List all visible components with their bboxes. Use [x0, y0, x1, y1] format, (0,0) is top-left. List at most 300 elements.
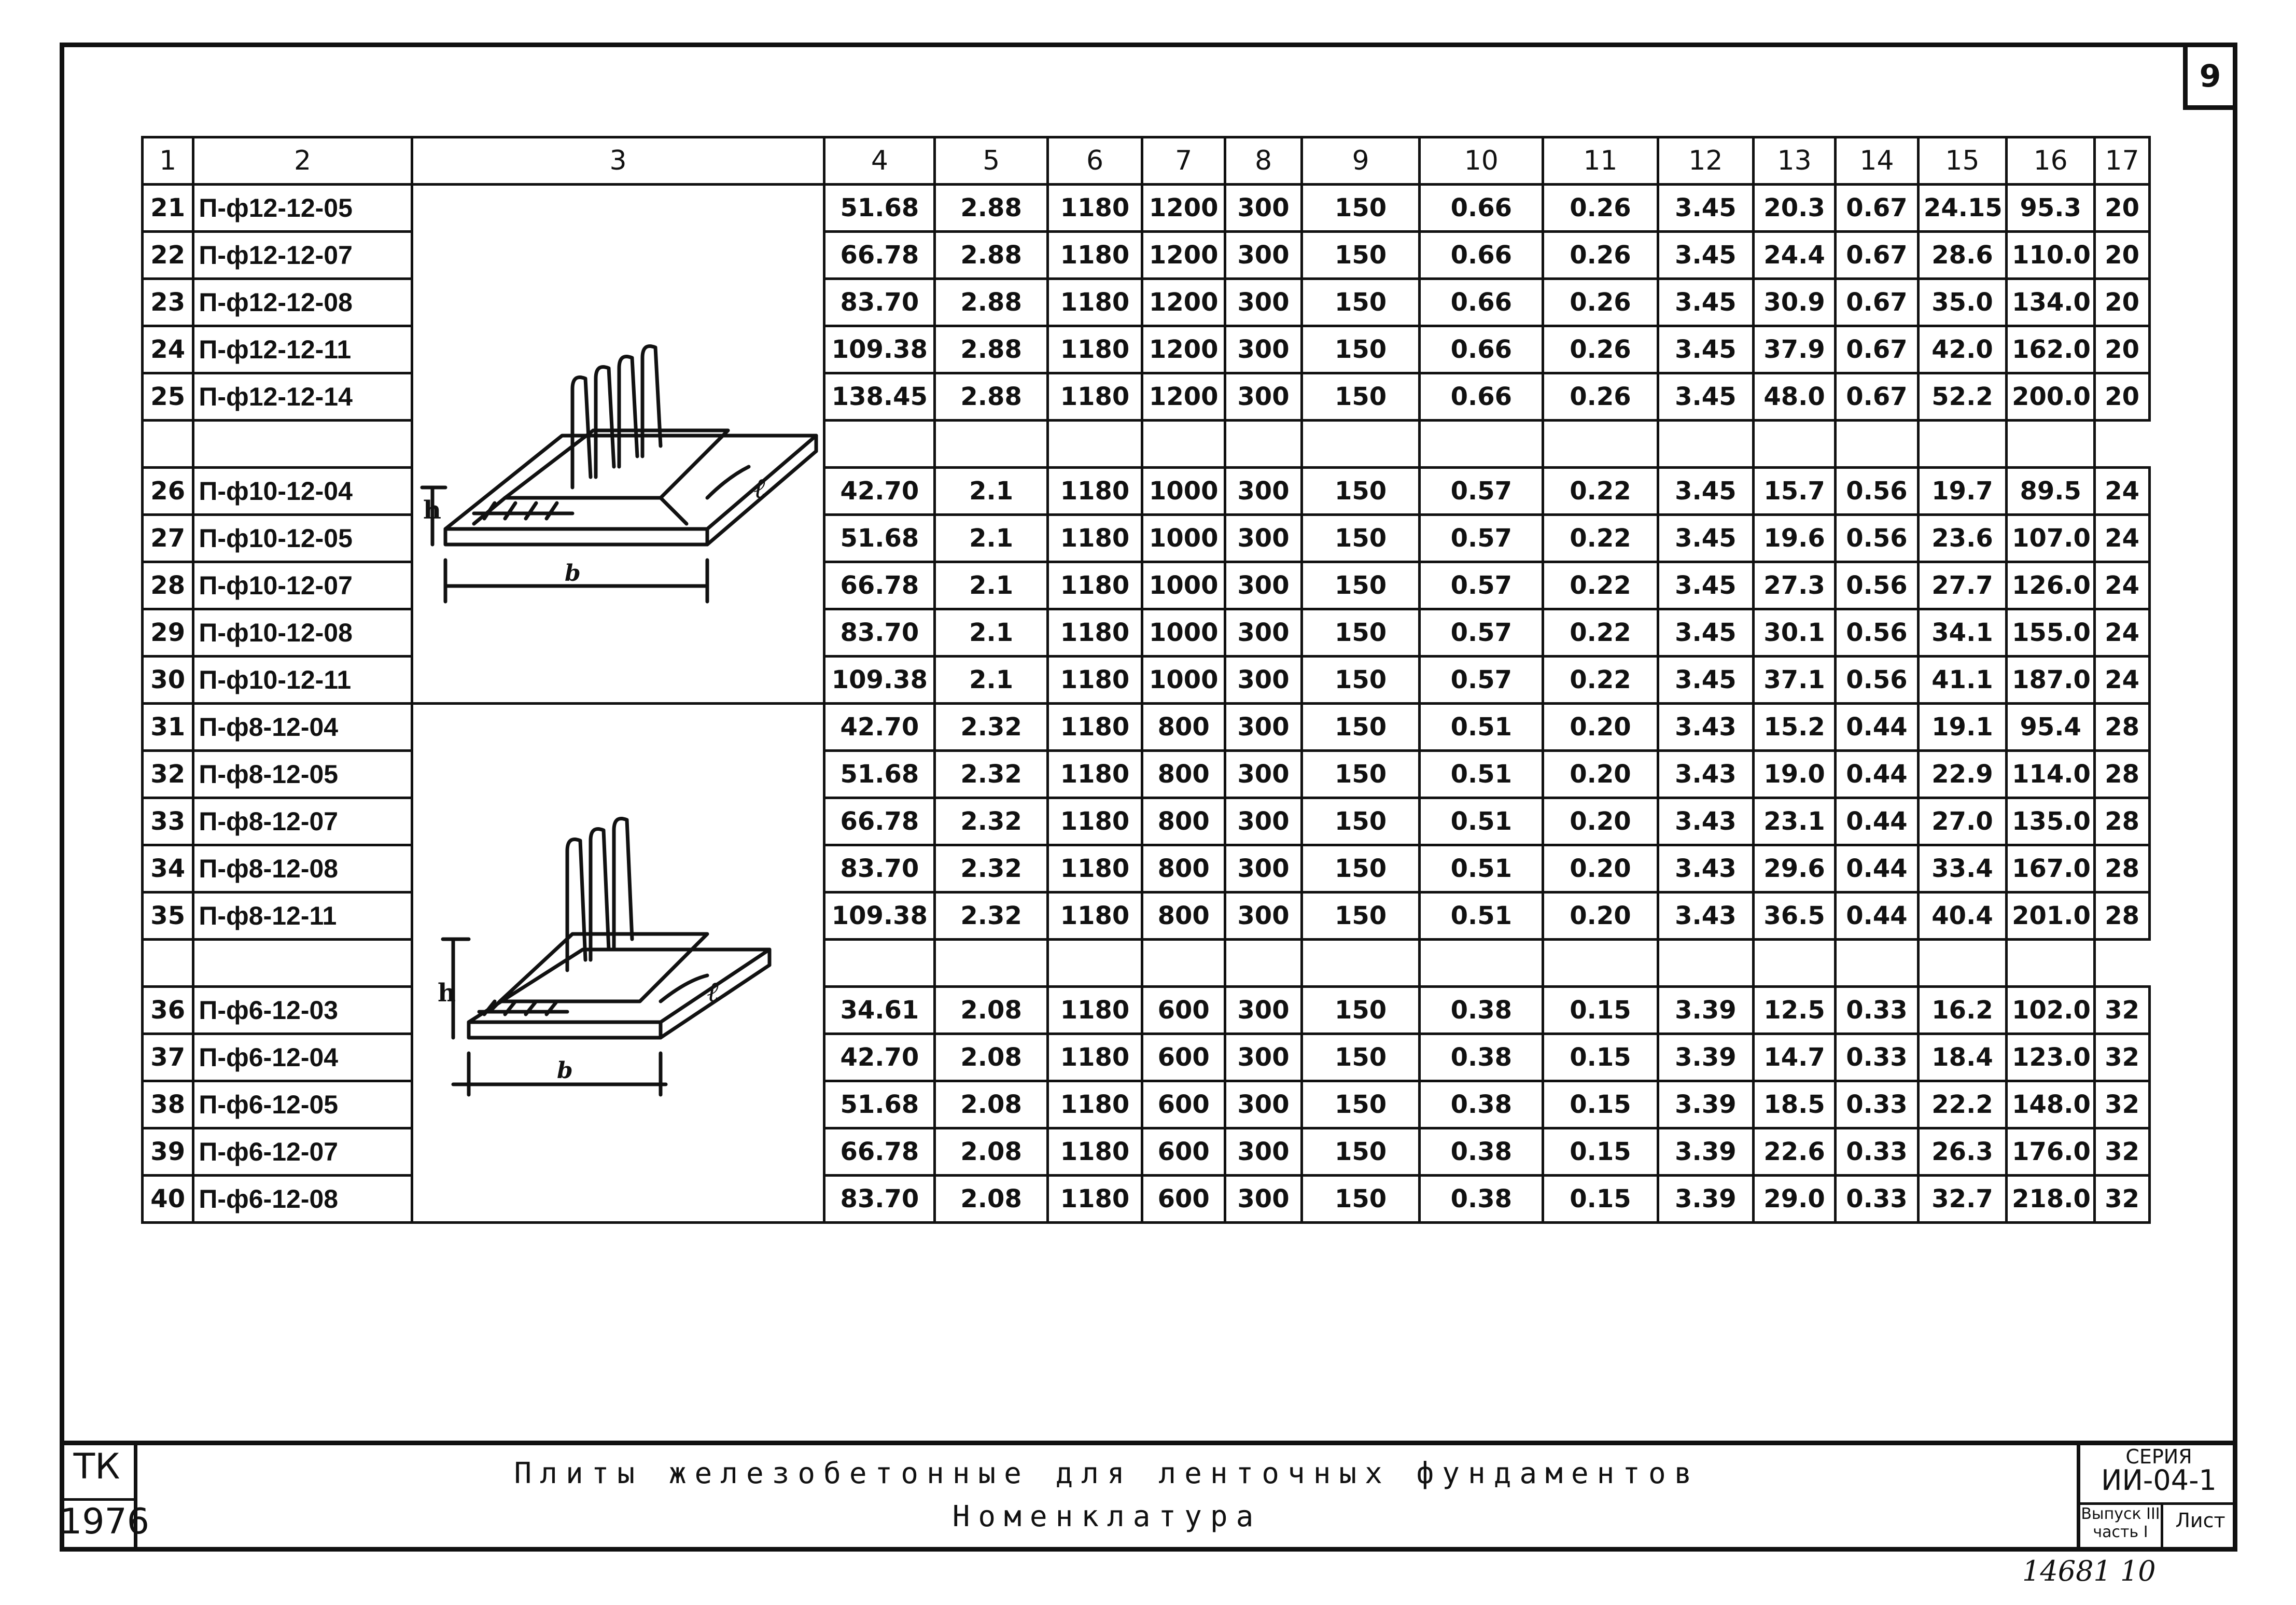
value-cell: 3.45 [1658, 657, 1754, 704]
slab-mark: П-ф12-12-08 [193, 279, 412, 326]
value-cell: 1180 [1047, 232, 1142, 279]
value-cell: 0.38 [1420, 987, 1543, 1034]
value-cell: 0.67 [1836, 326, 1919, 373]
value-cell: 0.38 [1420, 1081, 1543, 1128]
empty-cell [935, 940, 1047, 987]
value-cell: 0.67 [1836, 232, 1919, 279]
slab-mark: П-ф12-12-05 [193, 185, 412, 232]
empty-cell [1420, 421, 1543, 468]
value-cell: 114.0 [2007, 751, 2095, 798]
value-cell: 1000 [1142, 609, 1225, 657]
value-cell: 150 [1301, 892, 1420, 940]
value-cell: 51.68 [824, 185, 935, 232]
column-header: 3 [412, 137, 824, 185]
series-box [2077, 1445, 2237, 1552]
value-cell: 51.68 [824, 515, 935, 562]
value-cell: 20 [2095, 279, 2150, 326]
value-cell: 20 [2095, 185, 2150, 232]
column-header: 4 [824, 137, 935, 185]
empty-cell [1047, 421, 1142, 468]
value-cell: 14.7 [1754, 1034, 1836, 1081]
value-cell: 41.1 [1918, 657, 2006, 704]
value-cell: 0.15 [1543, 1034, 1658, 1081]
value-cell: 0.44 [1836, 751, 1919, 798]
value-cell: 109.38 [824, 326, 935, 373]
value-cell: 0.20 [1543, 751, 1658, 798]
value-cell: 3.43 [1658, 704, 1754, 751]
value-cell: 2.32 [935, 798, 1047, 845]
empty-cell [1836, 421, 1919, 468]
title-block [60, 1441, 2237, 1552]
value-cell: 2.08 [935, 1081, 1047, 1128]
value-cell: 1180 [1047, 609, 1142, 657]
value-cell: 201.0 [2007, 892, 2095, 940]
document-subtitle: Номенклатура [952, 1500, 1262, 1533]
column-header: 15 [1918, 137, 2006, 185]
value-cell: 34.61 [824, 987, 935, 1034]
value-cell: 1180 [1047, 798, 1142, 845]
slab-sketch-lower [417, 732, 819, 1188]
value-cell: 2.1 [935, 562, 1047, 609]
value-cell: 3.43 [1658, 751, 1754, 798]
value-cell: 1000 [1142, 515, 1225, 562]
value-cell: 300 [1225, 657, 1302, 704]
value-cell: 150 [1301, 1128, 1420, 1176]
value-cell: 1180 [1047, 1081, 1142, 1128]
value-cell: 3.45 [1658, 562, 1754, 609]
value-cell: 22.6 [1754, 1128, 1836, 1176]
value-cell: 15.2 [1754, 704, 1836, 751]
value-cell: 66.78 [824, 798, 935, 845]
empty-cell [193, 940, 412, 987]
slab-mark: П-ф8-12-08 [193, 845, 412, 892]
series-label: СЕРИЯ [2125, 1445, 2192, 1468]
value-cell: 0.56 [1836, 562, 1919, 609]
value-cell: 150 [1301, 987, 1420, 1034]
issue-label: Выпуск III часть I [2080, 1502, 2163, 1552]
value-cell: 300 [1225, 798, 1302, 845]
row-number: 39 [143, 1128, 193, 1176]
value-cell: 32.7 [1918, 1176, 2006, 1223]
value-cell: 1000 [1142, 562, 1225, 609]
value-cell: 32 [2095, 987, 2150, 1034]
sheet-label: Лист [2163, 1502, 2237, 1552]
value-cell: 24 [2095, 562, 2150, 609]
value-cell: 600 [1142, 1176, 1225, 1223]
value-cell: 24 [2095, 515, 2150, 562]
value-cell: 1200 [1142, 279, 1225, 326]
value-cell: 800 [1142, 751, 1225, 798]
value-cell: 0.56 [1836, 609, 1919, 657]
value-cell: 0.56 [1836, 657, 1919, 704]
value-cell: 0.38 [1420, 1034, 1543, 1081]
value-cell: 800 [1142, 704, 1225, 751]
value-cell: 138.45 [824, 373, 935, 421]
empty-cell [1543, 421, 1658, 468]
value-cell: 83.70 [824, 609, 935, 657]
value-cell: 1000 [1142, 468, 1225, 515]
value-cell: 2.88 [935, 279, 1047, 326]
value-cell: 0.51 [1420, 704, 1543, 751]
value-cell: 150 [1301, 373, 1420, 421]
value-cell: 150 [1301, 798, 1420, 845]
nomenclature-table [141, 136, 2151, 1224]
value-cell: 187.0 [2007, 657, 2095, 704]
value-cell: 0.38 [1420, 1176, 1543, 1223]
value-cell: 0.66 [1420, 326, 1543, 373]
empty-cell [1918, 421, 2006, 468]
header-row [143, 137, 2150, 185]
value-cell: 109.38 [824, 892, 935, 940]
slab-mark: П-ф12-12-11 [193, 326, 412, 373]
value-cell: 83.70 [824, 1176, 935, 1223]
value-cell: 66.78 [824, 1128, 935, 1176]
org-box [60, 1445, 150, 1552]
value-cell: 3.39 [1658, 987, 1754, 1034]
row-number: 31 [143, 704, 193, 751]
value-cell: 42.70 [824, 704, 935, 751]
value-cell: 2.08 [935, 1128, 1047, 1176]
value-cell: 23.6 [1918, 515, 2006, 562]
value-cell: 42.0 [1918, 326, 2006, 373]
value-cell: 1180 [1047, 892, 1142, 940]
value-cell: 95.3 [2007, 185, 2095, 232]
slab-mark: П-ф8-12-11 [193, 892, 412, 940]
value-cell: 1180 [1047, 1176, 1142, 1223]
value-cell: 0.26 [1543, 185, 1658, 232]
value-cell: 51.68 [824, 751, 935, 798]
value-cell: 35.0 [1918, 279, 2006, 326]
value-cell: 20 [2095, 232, 2150, 279]
value-cell: 800 [1142, 798, 1225, 845]
slab-mark: П-ф10-12-07 [193, 562, 412, 609]
value-cell: 135.0 [2007, 798, 2095, 845]
value-cell: 27.0 [1918, 798, 2006, 845]
value-cell: 18.5 [1754, 1081, 1836, 1128]
value-cell: 0.38 [1420, 1128, 1543, 1176]
empty-cell [143, 421, 193, 468]
value-cell: 18.4 [1918, 1034, 2006, 1081]
row-number: 38 [143, 1081, 193, 1128]
slab-mark: П-ф8-12-04 [193, 704, 412, 751]
value-cell: 66.78 [824, 232, 935, 279]
value-cell: 28 [2095, 845, 2150, 892]
label-b-lower: b [556, 1057, 573, 1084]
value-cell: 2.32 [935, 845, 1047, 892]
value-cell: 34.1 [1918, 609, 2006, 657]
slab-mark: П-ф6-12-08 [193, 1176, 412, 1223]
value-cell: 2.1 [935, 515, 1047, 562]
value-cell: 0.66 [1420, 373, 1543, 421]
value-cell: 0.20 [1543, 798, 1658, 845]
empty-cell [824, 940, 935, 987]
empty-cell [1225, 421, 1302, 468]
value-cell: 24.15 [1918, 185, 2006, 232]
row-number: 35 [143, 892, 193, 940]
value-cell: 300 [1225, 279, 1302, 326]
row-number: 29 [143, 609, 193, 657]
value-cell: 0.44 [1836, 798, 1919, 845]
value-cell: 32 [2095, 1128, 2150, 1176]
value-cell: 123.0 [2007, 1034, 2095, 1081]
value-cell: 28 [2095, 751, 2150, 798]
value-cell: 0.20 [1543, 704, 1658, 751]
document-title: Плиты железобетонные для ленточных фундаментов [514, 1457, 1700, 1490]
row-number: 28 [143, 562, 193, 609]
value-cell: 0.51 [1420, 892, 1543, 940]
slab-mark: П-ф12-12-14 [193, 373, 412, 421]
value-cell: 32 [2095, 1034, 2150, 1081]
value-cell: 300 [1225, 185, 1302, 232]
empty-cell [1225, 940, 1302, 987]
empty-cell [193, 421, 412, 468]
slab-mark: П-ф10-12-11 [193, 657, 412, 704]
column-header: 10 [1420, 137, 1543, 185]
value-cell: 300 [1225, 468, 1302, 515]
value-cell: 2.1 [935, 609, 1047, 657]
slab-mark: П-ф6-12-07 [193, 1128, 412, 1176]
value-cell: 19.6 [1754, 515, 1836, 562]
value-cell: 2.1 [935, 657, 1047, 704]
value-cell: 52.2 [1918, 373, 2006, 421]
value-cell: 3.45 [1658, 326, 1754, 373]
value-cell: 167.0 [2007, 845, 2095, 892]
slab-mark: П-ф10-12-05 [193, 515, 412, 562]
value-cell: 2.32 [935, 751, 1047, 798]
value-cell: 66.78 [824, 562, 935, 609]
value-cell: 0.51 [1420, 845, 1543, 892]
row-number: 37 [143, 1034, 193, 1081]
value-cell: 200.0 [2007, 373, 2095, 421]
value-cell: 150 [1301, 326, 1420, 373]
value-cell: 107.0 [2007, 515, 2095, 562]
value-cell: 155.0 [2007, 609, 2095, 657]
table-row [143, 704, 2150, 751]
value-cell: 0.20 [1543, 845, 1658, 892]
value-cell: 0.51 [1420, 798, 1543, 845]
value-cell: 30.1 [1754, 609, 1836, 657]
value-cell: 1180 [1047, 704, 1142, 751]
value-cell: 300 [1225, 515, 1302, 562]
value-cell: 1180 [1047, 1034, 1142, 1081]
value-cell: 2.88 [935, 232, 1047, 279]
empty-cell [143, 940, 193, 987]
value-cell: 3.45 [1658, 373, 1754, 421]
value-cell: 134.0 [2007, 279, 2095, 326]
value-cell: 600 [1142, 1034, 1225, 1081]
value-cell: 600 [1142, 1081, 1225, 1128]
value-cell: 3.39 [1658, 1081, 1754, 1128]
figure-cell-upper [412, 185, 824, 704]
value-cell: 150 [1301, 657, 1420, 704]
value-cell: 19.7 [1918, 468, 2006, 515]
empty-cell [1836, 940, 1919, 987]
value-cell: 800 [1142, 845, 1225, 892]
value-cell: 110.0 [2007, 232, 2095, 279]
value-cell: 3.43 [1658, 892, 1754, 940]
value-cell: 300 [1225, 704, 1302, 751]
value-cell: 36.5 [1754, 892, 1836, 940]
value-cell: 83.70 [824, 845, 935, 892]
slab-sketch-upper [417, 207, 819, 674]
value-cell: 48.0 [1754, 373, 1836, 421]
column-header: 16 [2007, 137, 2095, 185]
value-cell: 0.26 [1543, 373, 1658, 421]
column-header: 13 [1754, 137, 1836, 185]
value-cell: 300 [1225, 326, 1302, 373]
value-cell: 1180 [1047, 845, 1142, 892]
value-cell: 0.67 [1836, 279, 1919, 326]
value-cell: 0.26 [1543, 279, 1658, 326]
value-cell: 1200 [1142, 232, 1225, 279]
value-cell: 0.57 [1420, 609, 1543, 657]
value-cell: 0.57 [1420, 562, 1543, 609]
value-cell: 0.56 [1836, 468, 1919, 515]
label-h-lower: h [437, 979, 456, 1008]
value-cell: 1180 [1047, 515, 1142, 562]
value-cell: 95.4 [2007, 704, 2095, 751]
value-cell: 83.70 [824, 279, 935, 326]
value-cell: 40.4 [1918, 892, 2006, 940]
value-cell: 0.66 [1420, 185, 1543, 232]
sheet-number: 9 [2183, 43, 2237, 110]
empty-cell [1543, 940, 1658, 987]
label-b-upper: b [564, 560, 581, 587]
value-cell: 26.3 [1918, 1128, 2006, 1176]
row-number: 34 [143, 845, 193, 892]
column-header: 11 [1543, 137, 1658, 185]
empty-cell [2007, 940, 2095, 987]
value-cell: 24 [2095, 657, 2150, 704]
value-cell: 33.4 [1918, 845, 2006, 892]
value-cell: 42.70 [824, 468, 935, 515]
value-cell: 2.88 [935, 326, 1047, 373]
slab-mark: П-ф10-12-08 [193, 609, 412, 657]
value-cell: 0.22 [1543, 468, 1658, 515]
value-cell: 600 [1142, 1128, 1225, 1176]
empty-cell [1420, 940, 1543, 987]
value-cell: 0.33 [1836, 987, 1919, 1034]
value-cell: 28 [2095, 892, 2150, 940]
figure-cell-lower [412, 704, 824, 1223]
value-cell: 1180 [1047, 468, 1142, 515]
row-number: 30 [143, 657, 193, 704]
value-cell: 28.6 [1918, 232, 2006, 279]
value-cell: 3.45 [1658, 468, 1754, 515]
row-number: 27 [143, 515, 193, 562]
value-cell: 2.08 [935, 1176, 1047, 1223]
value-cell: 3.39 [1658, 1128, 1754, 1176]
value-cell: 300 [1225, 562, 1302, 609]
value-cell: 20 [2095, 326, 2150, 373]
value-cell: 1180 [1047, 751, 1142, 798]
value-cell: 0.22 [1543, 609, 1658, 657]
column-header: 9 [1301, 137, 1420, 185]
value-cell: 0.22 [1543, 657, 1658, 704]
value-cell: 19.0 [1754, 751, 1836, 798]
label-l-lower: ℓ [707, 975, 720, 1008]
value-cell: 0.44 [1836, 845, 1919, 892]
value-cell: 0.26 [1543, 232, 1658, 279]
value-cell: 300 [1225, 751, 1302, 798]
value-cell: 300 [1225, 1176, 1302, 1223]
value-cell: 0.22 [1543, 515, 1658, 562]
empty-cell [1142, 421, 1225, 468]
empty-cell [1754, 940, 1836, 987]
value-cell: 0.26 [1543, 326, 1658, 373]
value-cell: 0.33 [1836, 1128, 1919, 1176]
value-cell: 1200 [1142, 185, 1225, 232]
empty-cell [1918, 940, 2006, 987]
value-cell: 32 [2095, 1176, 2150, 1223]
empty-cell [1142, 940, 1225, 987]
value-cell: 150 [1301, 468, 1420, 515]
slab-mark: П-ф6-12-05 [193, 1081, 412, 1128]
value-cell: 0.57 [1420, 515, 1543, 562]
value-cell: 1200 [1142, 326, 1225, 373]
value-cell: 0.15 [1543, 1128, 1658, 1176]
handwritten-note: 14681 10 [2022, 1555, 2156, 1587]
value-cell: 0.66 [1420, 232, 1543, 279]
value-cell: 22.2 [1918, 1081, 2006, 1128]
value-cell: 23.1 [1754, 798, 1836, 845]
value-cell: 37.1 [1754, 657, 1836, 704]
value-cell: 2.88 [935, 373, 1047, 421]
empty-cell [1301, 421, 1420, 468]
value-cell: 27.3 [1754, 562, 1836, 609]
column-header: 12 [1658, 137, 1754, 185]
value-cell: 3.43 [1658, 845, 1754, 892]
value-cell: 2.08 [935, 987, 1047, 1034]
value-cell: 150 [1301, 232, 1420, 279]
value-cell: 0.57 [1420, 657, 1543, 704]
value-cell: 109.38 [824, 657, 935, 704]
row-number: 24 [143, 326, 193, 373]
value-cell: 28 [2095, 798, 2150, 845]
value-cell: 2.08 [935, 1034, 1047, 1081]
value-cell: 0.51 [1420, 751, 1543, 798]
value-cell: 162.0 [2007, 326, 2095, 373]
row-number: 33 [143, 798, 193, 845]
row-number: 21 [143, 185, 193, 232]
column-header: 14 [1836, 137, 1919, 185]
value-cell: 102.0 [2007, 987, 2095, 1034]
value-cell: 20.3 [1754, 185, 1836, 232]
value-cell: 3.45 [1658, 232, 1754, 279]
value-cell: 3.45 [1658, 185, 1754, 232]
empty-cell [935, 421, 1047, 468]
value-cell: 176.0 [2007, 1128, 2095, 1176]
value-cell: 0.56 [1836, 515, 1919, 562]
value-cell: 19.1 [1918, 704, 2006, 751]
row-number: 32 [143, 751, 193, 798]
value-cell: 0.33 [1836, 1034, 1919, 1081]
value-cell: 150 [1301, 1034, 1420, 1081]
value-cell: 16.2 [1918, 987, 2006, 1034]
value-cell: 300 [1225, 609, 1302, 657]
value-cell: 0.15 [1543, 1176, 1658, 1223]
value-cell: 0.44 [1836, 704, 1919, 751]
value-cell: 0.57 [1420, 468, 1543, 515]
value-cell: 300 [1225, 892, 1302, 940]
value-cell: 800 [1142, 892, 1225, 940]
empty-cell [1754, 421, 1836, 468]
value-cell: 29.6 [1754, 845, 1836, 892]
series-code: ИИ-04-1 [2101, 1464, 2217, 1497]
value-cell: 0.15 [1543, 1081, 1658, 1128]
value-cell: 27.7 [1918, 562, 2006, 609]
slab-mark: П-ф8-12-07 [193, 798, 412, 845]
